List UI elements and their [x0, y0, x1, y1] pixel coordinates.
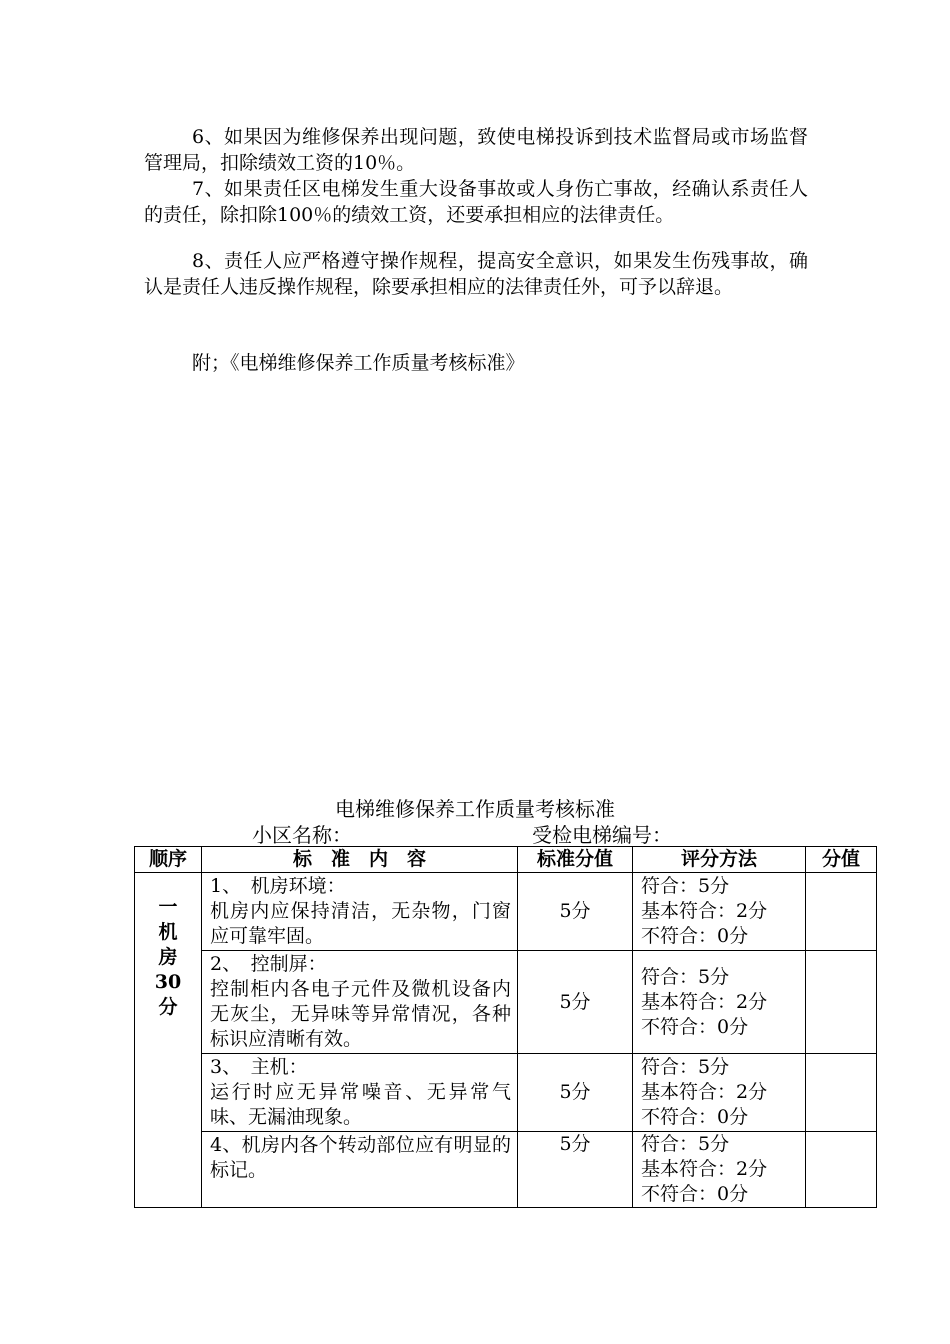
row-content — [202, 1132, 518, 1208]
method-line: 不符合：0分 — [641, 1106, 749, 1128]
header-score: 分值 — [806, 847, 877, 873]
row-content — [202, 873, 518, 951]
row-score-cell[interactable] — [806, 1054, 877, 1132]
row-method — [633, 873, 806, 951]
header-content: 标 准 内 容 — [202, 847, 518, 873]
row-standard-score: 5分 — [518, 1054, 633, 1132]
paragraph-6: 6、如果因为维修保养出现问题，致使电梯投诉到技术监督局或市场监督管理局，扣除绩效工资的10％。 — [144, 126, 808, 174]
row-method — [633, 1132, 806, 1208]
row-content — [202, 1054, 518, 1132]
row-standard-score: 5分 — [518, 951, 633, 1054]
row-body: 机房内应保持清洁，无杂物，门窗应可靠牢固。 — [210, 900, 511, 947]
section-char: 一 — [158, 896, 178, 918]
row-score-cell[interactable] — [806, 873, 877, 951]
row-body: 4、机房内各个转动部位应有明显的标记。 — [210, 1134, 511, 1181]
row-score-cell[interactable] — [806, 951, 877, 1054]
method-line: 不符合：0分 — [641, 925, 749, 947]
section-char: 机 — [158, 921, 178, 943]
section-machine-room — [135, 873, 202, 1208]
assessment-table — [134, 846, 877, 1208]
header-method: 评分方法 — [633, 847, 806, 873]
row-body: 运行时应无异常噪音、无异常气味、无漏油现象。 — [210, 1081, 511, 1128]
section-char: 30 — [154, 971, 182, 993]
table-header-row — [135, 847, 877, 873]
method-line: 不符合：0分 — [641, 1183, 749, 1205]
table-row — [135, 1054, 877, 1132]
method-line: 基本符合：2分 — [641, 900, 768, 922]
method-line: 符合：5分 — [641, 965, 730, 988]
row-title: 3、 主机： — [210, 1056, 308, 1078]
row-body: 控制柜内各电子元件及微机设备内无灰尘，无异味等异常情况，各种标识应清晰有效。 — [210, 978, 511, 1050]
table-row — [135, 1132, 877, 1208]
method-line: 基本符合：2分 — [641, 990, 768, 1013]
row-title: 2、 控制屏： — [210, 953, 327, 975]
community-name-label: 小区名称： — [252, 823, 352, 847]
header-standard-score: 标准分值 — [518, 847, 633, 873]
paragraph-8: 8、责任人应严格遵守操作规程，提高安全意识，如果发生伤残事故，确认是责任人违反操作规程，除要承担相应的法律责任外，可予以辞退。 — [144, 250, 808, 298]
row-score-cell[interactable] — [806, 1132, 877, 1208]
table-row — [135, 951, 877, 1054]
method-line: 符合：5分 — [641, 1056, 730, 1078]
attachment-note: 附；《电梯维修保养工作质量考核标准》 — [192, 352, 525, 374]
method-line: 符合：5分 — [641, 1133, 730, 1155]
row-method — [633, 1054, 806, 1132]
elevator-number-label: 受检电梯编号： — [532, 823, 672, 847]
section-char: 房 — [158, 946, 178, 968]
method-line: 基本符合：2分 — [641, 1081, 768, 1103]
row-title: 1、 机房环境： — [210, 875, 346, 897]
method-line: 不符合：0分 — [641, 1015, 749, 1038]
table-row — [135, 873, 877, 951]
row-content — [202, 951, 518, 1054]
row-method — [633, 951, 806, 1054]
paragraph-7: 7、如果责任区电梯发生重大设备事故或人身伤亡事故，经确认系责任人的责任，除扣除100％的绩效工资，还要承担相应的法律责任。 — [144, 178, 808, 226]
header-order: 顺序 — [135, 847, 202, 873]
method-line: 符合：5分 — [641, 875, 730, 897]
row-standard-score: 5分 — [518, 873, 633, 951]
section-char: 分 — [158, 996, 178, 1018]
method-line: 基本符合：2分 — [641, 1158, 768, 1180]
row-standard-score: 5分 — [518, 1132, 633, 1208]
standard-title: 电梯维修保养工作质量考核标准 — [335, 797, 615, 821]
